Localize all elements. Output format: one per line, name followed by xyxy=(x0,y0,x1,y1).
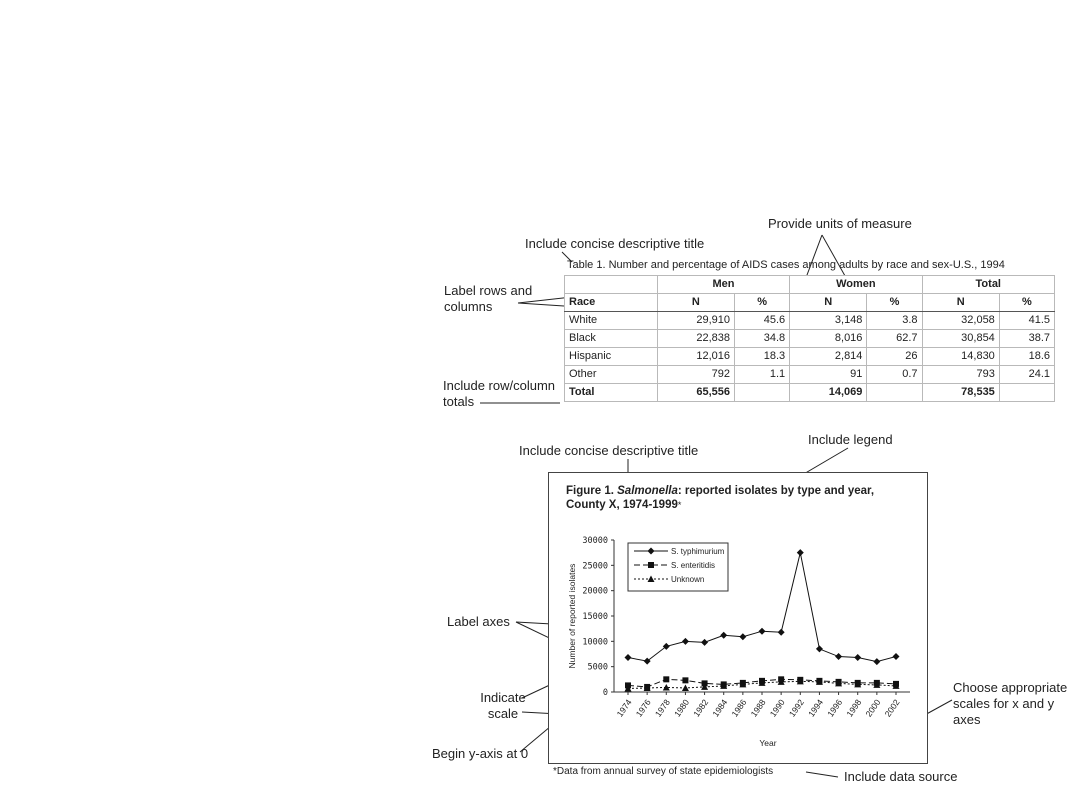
table-cell: 22,838 xyxy=(657,330,734,348)
table-cell: 30,854 xyxy=(922,330,999,348)
annotation-label-axes: Label axes xyxy=(447,614,510,629)
table-cell: 41.5 xyxy=(999,312,1054,330)
table-cell: 45.6 xyxy=(735,312,790,330)
data-point-diamond xyxy=(893,653,900,660)
table-cell: 1.1 xyxy=(735,366,790,384)
table-total-label: Total xyxy=(565,384,658,402)
table-cell: 24.1 xyxy=(999,366,1054,384)
data-point-diamond xyxy=(816,645,823,652)
legend-label: Unknown xyxy=(671,575,705,584)
y-tick-label: 0 xyxy=(602,688,608,698)
table-cell: 91 xyxy=(790,366,867,384)
table-row-label: White xyxy=(565,312,658,330)
x-tick-label: 1986 xyxy=(729,697,749,719)
y-tick-label: 10000 xyxy=(582,637,608,648)
x-tick-label: 1990 xyxy=(767,697,787,719)
data-point-diamond xyxy=(739,633,746,640)
x-axis-title: Year xyxy=(759,738,777,748)
annotation-legend: Include legend xyxy=(808,432,893,447)
y-axis-title: Number of reported isolates xyxy=(567,563,577,669)
x-tick-label: 1982 xyxy=(691,697,711,719)
legend-marker-square xyxy=(648,562,654,568)
annotation-begin-zero: Begin y-axis at 0 xyxy=(432,746,529,761)
annotation-table-title: Include concise descriptive title xyxy=(525,236,705,251)
y-tick-label: 20000 xyxy=(582,586,608,597)
table-cell: 793 xyxy=(922,366,999,384)
y-tick-label: 25000 xyxy=(582,561,608,572)
x-tick-label: 2000 xyxy=(863,697,883,719)
y-tick-label: 30000 xyxy=(582,536,608,546)
data-point-square xyxy=(663,676,669,682)
data-point-diamond xyxy=(701,639,708,646)
x-tick-label: 1976 xyxy=(633,697,653,719)
table-cell: 8,016 xyxy=(790,330,867,348)
annotation-data-source: Include data source xyxy=(844,769,958,784)
table-subheader: % xyxy=(735,294,790,312)
figure-title-prefix: Figure 1. xyxy=(566,485,614,497)
x-tick-label: 1992 xyxy=(786,697,806,719)
table-total-cell: 78,535 xyxy=(922,384,999,402)
data-point-diamond xyxy=(625,654,632,661)
figure-title-italic: Salmonella xyxy=(617,485,678,497)
legend-label: S. typhimurium xyxy=(671,547,725,556)
annotation-totals: Include row/column totals xyxy=(443,378,555,409)
figure-title-footnote-mark: * xyxy=(677,500,682,510)
annotation-label-rows: Label rows and columns xyxy=(444,283,533,314)
legend-label: S. enteritidis xyxy=(671,561,716,570)
table-subheader: N xyxy=(657,294,734,312)
x-tick-label: 1978 xyxy=(652,697,672,719)
table-total-cell: 65,556 xyxy=(657,384,734,402)
data-point-diamond xyxy=(873,658,880,665)
annotation-figure-title: Include concise descriptive title xyxy=(519,443,699,458)
data-point-diamond xyxy=(854,654,861,661)
data-point-diamond xyxy=(797,549,804,556)
x-tick-label: 1974 xyxy=(614,697,634,719)
x-tick-label: 1984 xyxy=(710,697,730,719)
table-total-cell: 14,069 xyxy=(790,384,867,402)
table-cell: 38.7 xyxy=(999,330,1054,348)
table-subheader: N xyxy=(790,294,867,312)
table-cell: 2,814 xyxy=(790,348,867,366)
table-group-men: Men xyxy=(657,276,789,294)
table-row-header: Race xyxy=(565,294,658,312)
table-row-label: Other xyxy=(565,366,658,384)
table-cell: 18.6 xyxy=(999,348,1054,366)
data-point-square xyxy=(682,677,688,683)
table-row-label: Hispanic xyxy=(565,348,658,366)
table-cell: 792 xyxy=(657,366,734,384)
data-point-diamond xyxy=(778,629,785,636)
x-tick-label: 1980 xyxy=(672,697,692,719)
data-point-diamond xyxy=(759,628,766,635)
figure-title-rest: : reported isolates by type and year, xyxy=(677,485,875,497)
x-tick-label: 1994 xyxy=(806,697,826,719)
data-point-diamond xyxy=(720,632,727,639)
y-tick-label: 5000 xyxy=(587,662,608,673)
table-cell: 14,830 xyxy=(922,348,999,366)
table-subheader: % xyxy=(867,294,922,312)
figure-data-source: *Data from annual survey of state epidemiologists xyxy=(553,766,774,777)
table-cell: 62.7 xyxy=(867,330,922,348)
annotation-indicate-scale: Indicate scale xyxy=(480,690,526,721)
table-cell: 34.8 xyxy=(735,330,790,348)
data-point-triangle xyxy=(682,684,689,691)
table-cell: 12,016 xyxy=(657,348,734,366)
table-cell: 3.8 xyxy=(867,312,922,330)
annotation-choose-scales: Choose appropriate scales for x and y axes xyxy=(953,680,1068,727)
y-tick-label: 15000 xyxy=(582,612,608,622)
data-point-diamond xyxy=(835,653,842,660)
table-group-total: Total xyxy=(922,276,1054,294)
table-cell: 3,148 xyxy=(790,312,867,330)
table-subheader: % xyxy=(999,294,1054,312)
table-cell: 26 xyxy=(867,348,922,366)
x-tick-label: 1988 xyxy=(748,697,768,719)
annotation-units: Provide units of measure xyxy=(768,216,912,231)
x-tick-label: 1998 xyxy=(844,697,864,719)
table-row-label: Black xyxy=(565,330,658,348)
data-point-diamond xyxy=(682,638,689,645)
x-tick-label: 2002 xyxy=(882,697,902,719)
figure-title-line2: County X, 1974-1999 xyxy=(566,499,678,511)
table-cell: 18.3 xyxy=(735,348,790,366)
table-cell: 29,910 xyxy=(657,312,734,330)
table-subheader: N xyxy=(922,294,999,312)
table-cell: 0.7 xyxy=(867,366,922,384)
table-group-women: Women xyxy=(790,276,922,294)
table-caption: Table 1. Number and percentage of AIDS cases among adults by race and sex-U.S., 1994 xyxy=(567,259,1005,271)
x-tick-label: 1996 xyxy=(825,697,845,719)
table-cell: 32,058 xyxy=(922,312,999,330)
